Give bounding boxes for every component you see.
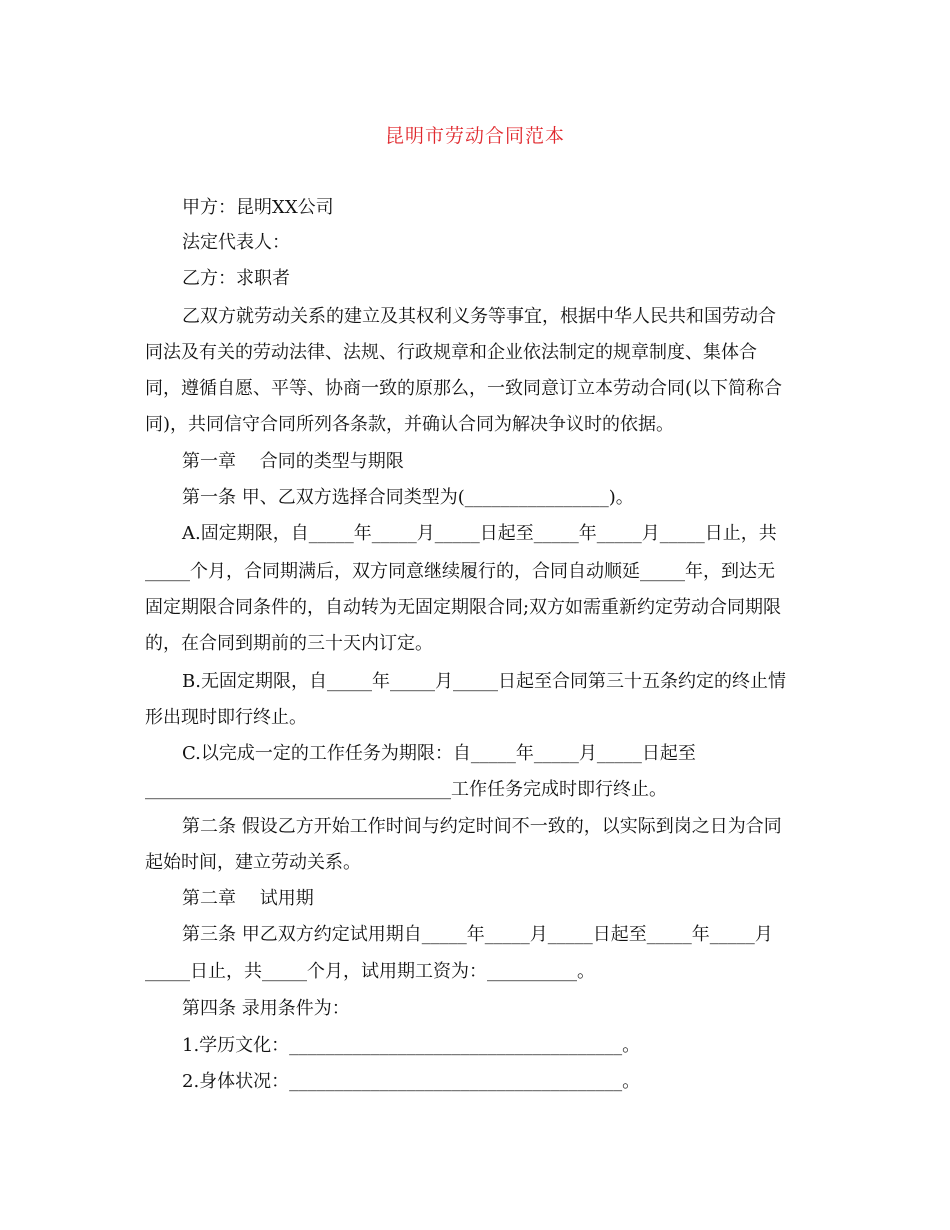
- party-b: 乙方：求职者: [182, 268, 290, 289]
- document-title: 昆明市劳动合同范本: [384, 125, 565, 147]
- intro-line: 乙双方就劳动关系的建立及其权利义务等事宜，根据中华人民共和国劳动合: [182, 306, 776, 327]
- article-4: 第四条 录用条件为：: [182, 998, 350, 1019]
- chapter-2-heading: 第二章 试用期: [182, 888, 314, 909]
- condition-education: 1.学历文化：_____________________________________。: [182, 1035, 641, 1056]
- intro-line: 同)，共同信守合同所列各条款，并确认合同为解决争议时的依据。: [145, 414, 675, 435]
- intro-line: 同法及有关的劳动法律、法规、行政规章和企业依法制定的规章制度、集体合: [145, 342, 757, 363]
- article-2-line: 起始时间，建立劳动关系。: [145, 852, 361, 873]
- article-2-line: 第二条 假设乙方开始工作时间与约定时间不一致的，以实际到岗之日为合同: [182, 816, 782, 837]
- option-b-line: 形出现时即行终止。: [145, 707, 307, 728]
- option-b-line: B.无固定期限，自_____年_____月_____日起至合同第三十五条约定的终止情: [182, 671, 786, 692]
- article-3-line: _____日止，共_____个月，试用期工资为：__________。: [145, 961, 595, 982]
- option-a-line: 的，在合同到期前的三十天内订定。: [145, 633, 433, 654]
- article-3-line: 第三条 甲乙双方约定试用期自_____年_____月_____日起至_____年_____月: [182, 924, 773, 945]
- intro-line: 同，遵循自愿、平等、协商一致的原那么，一致同意订立本劳动合同(以下简称合: [145, 378, 783, 399]
- legal-representative: 法定代表人：: [182, 232, 290, 253]
- option-c-line: __________________________________工作任务完成时即行终止。: [145, 779, 667, 800]
- option-a-line: A.固定期限，自_____年_____月_____日起至_____年_____月_____日止，共: [182, 523, 777, 544]
- option-a-line: _____个月，合同期满后，双方同意继续履行的，合同自动顺延_____年，到达无: [145, 561, 775, 582]
- chapter-1-heading: 第一章 合同的类型与期限: [182, 451, 404, 472]
- option-a-line: 固定期限合同条件的，自动转为无固定期限合同;双方如需重新约定劳动合同期限: [145, 597, 782, 618]
- party-a: 甲方：昆明XX公司: [182, 197, 334, 218]
- condition-health: 2.身体状况：_____________________________________。: [182, 1071, 641, 1092]
- option-c-line: C.以完成一定的工作任务为期限：自_____年_____月_____日起至: [182, 743, 696, 764]
- article-1: 第一条 甲、乙双方选择合同类型为(________________)。: [182, 487, 634, 508]
